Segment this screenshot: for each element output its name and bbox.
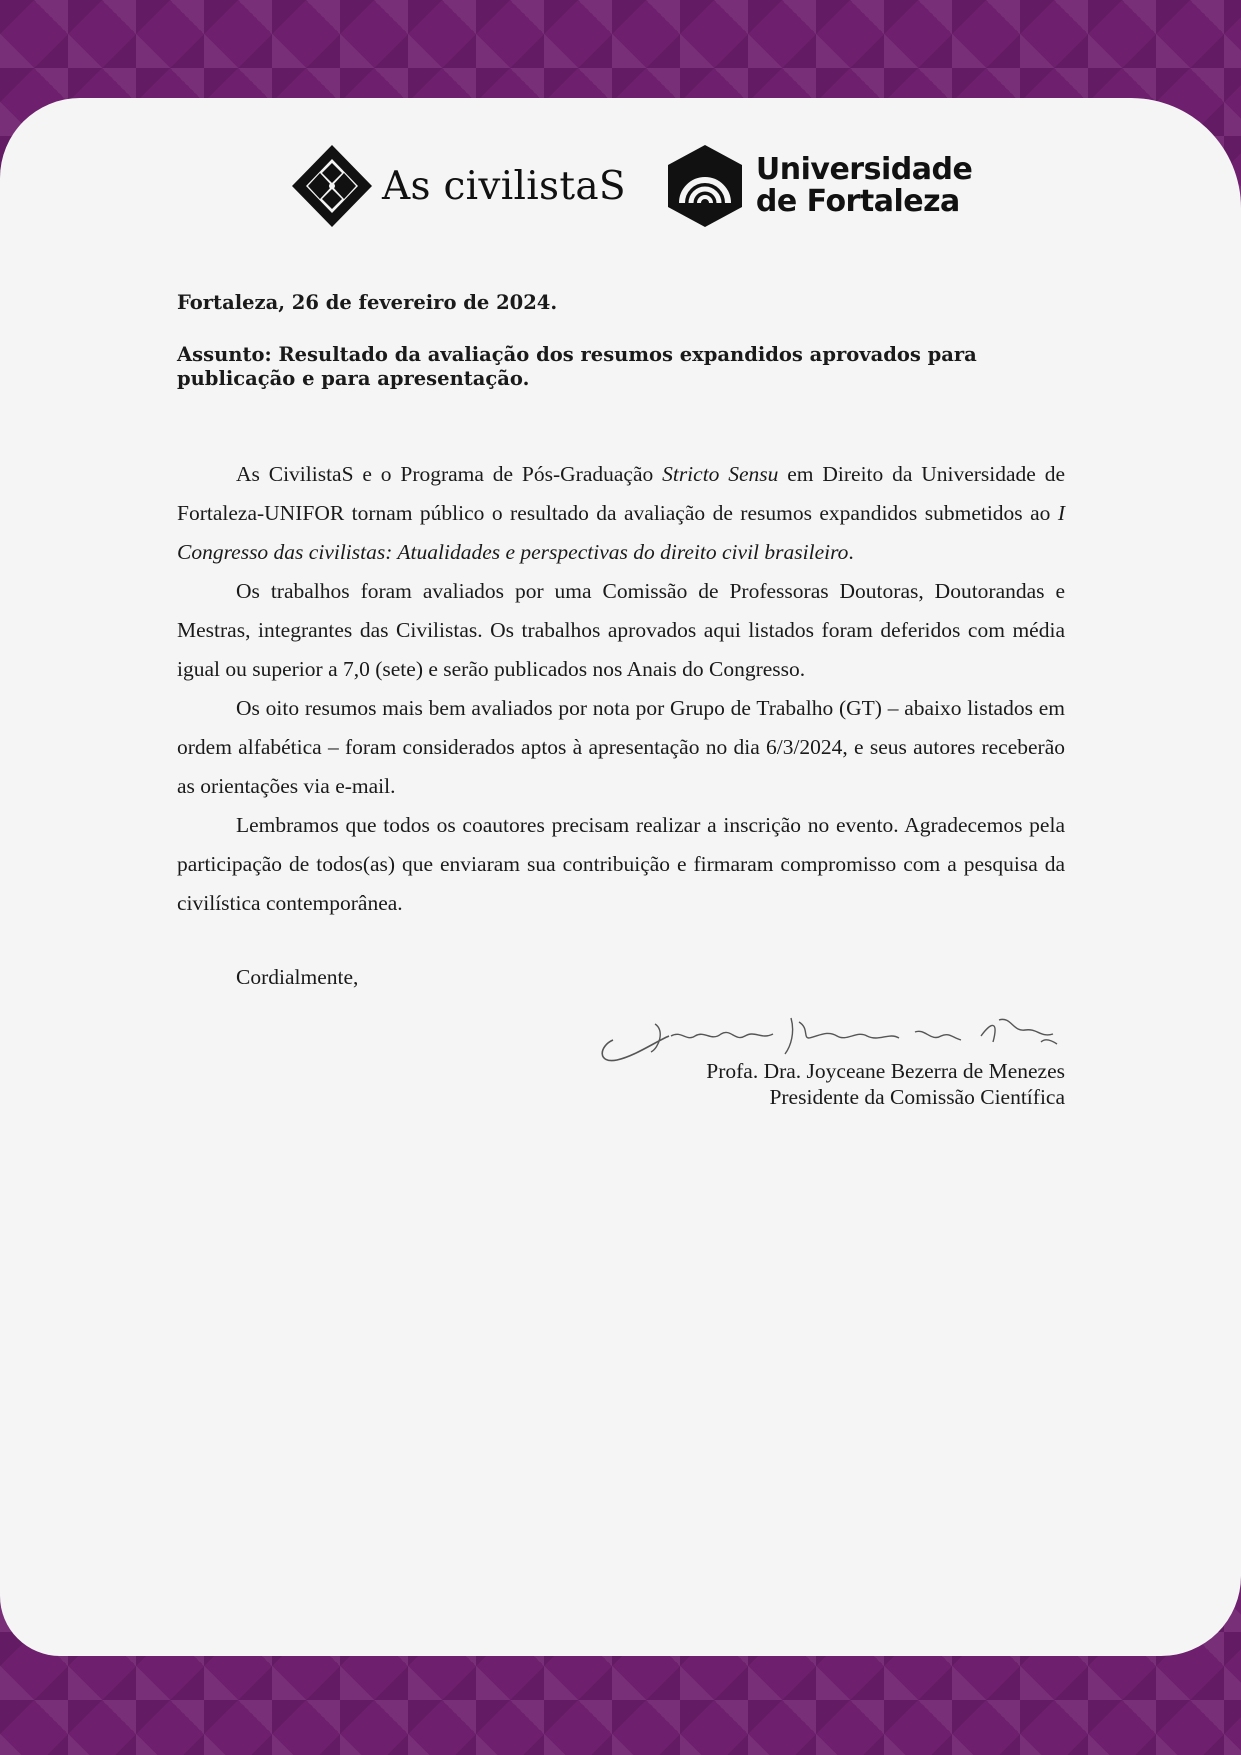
paragraph-2: Os trabalhos foram avaliados por uma Comissão de Professoras Doutoras, Doutorandas e Mestras, integrantes das Civilistas. Os trabalhos aprovados aqui listados foram deferidos com média igual ou superior a 7,0 (sete) e serão publicados nos Anais do Congresso. (177, 579, 1065, 681)
civilistas-emblem-icon (290, 143, 374, 229)
signer-block (706, 1058, 1065, 1110)
unifor-wordmark-line1: Universidade (755, 152, 973, 187)
header-logos (290, 143, 972, 229)
letter-body (177, 455, 1065, 923)
signer-role: Presidente da Comissão Científica (769, 1085, 1065, 1109)
letter-subject: Assunto: Resultado da avaliação dos resumos expandidos aprovados para publicação e para apresentação. (177, 343, 977, 390)
unifor-logo (662, 143, 972, 229)
paragraph-1-italic-congress-title: I Congresso das civilistas: Atualidades e perspectivas do direito civil brasileiro (177, 501, 1065, 564)
paragraph-1 (177, 455, 1065, 572)
paragraph-1-part-c: . (848, 540, 854, 564)
civilistas-logo (290, 143, 626, 229)
unifor-wordmark-line2: de Fortaleza (755, 184, 960, 219)
civilistas-wordmark: As civilistaS (382, 163, 626, 209)
letter-date: Fortaleza, 26 de fevereiro de 2024. (177, 291, 558, 314)
paragraph-3: Os oito resumos mais bem avaliados por nota por Grupo de Trabalho (GT) – abaixo listados em ordem alfabética – foram considerados aptos à apresentação no dia 6/3/2024, e seus autores receberão as orientações via e-mail. (177, 696, 1065, 798)
paragraph-4: Lembramos que todos os coautores precisam realizar a inscrição no evento. Agradecemos pela participação de todos(as) que enviaram sua contribuição e firmaram compromisso com a pesquisa da civilística contemporânea. (177, 813, 1065, 915)
paragraph-1-part-a: As CivilistaS e o Programa de Pós-Graduação (236, 462, 663, 486)
letter-closing: Cordialmente, (236, 965, 359, 989)
unifor-wordmark (756, 154, 972, 218)
paragraph-1-part-b: em Direito da Universidade de Fortaleza-UNIFOR tornam público o resultado da avaliação de resumos expandidos submetidos ao (177, 462, 1065, 525)
paragraph-1-italic-stricto-sensu: Stricto Sensu (662, 462, 779, 486)
unifor-emblem-icon (662, 143, 748, 229)
signer-name: Profa. Dra. Joyceane Bezerra de Menezes (706, 1059, 1065, 1083)
